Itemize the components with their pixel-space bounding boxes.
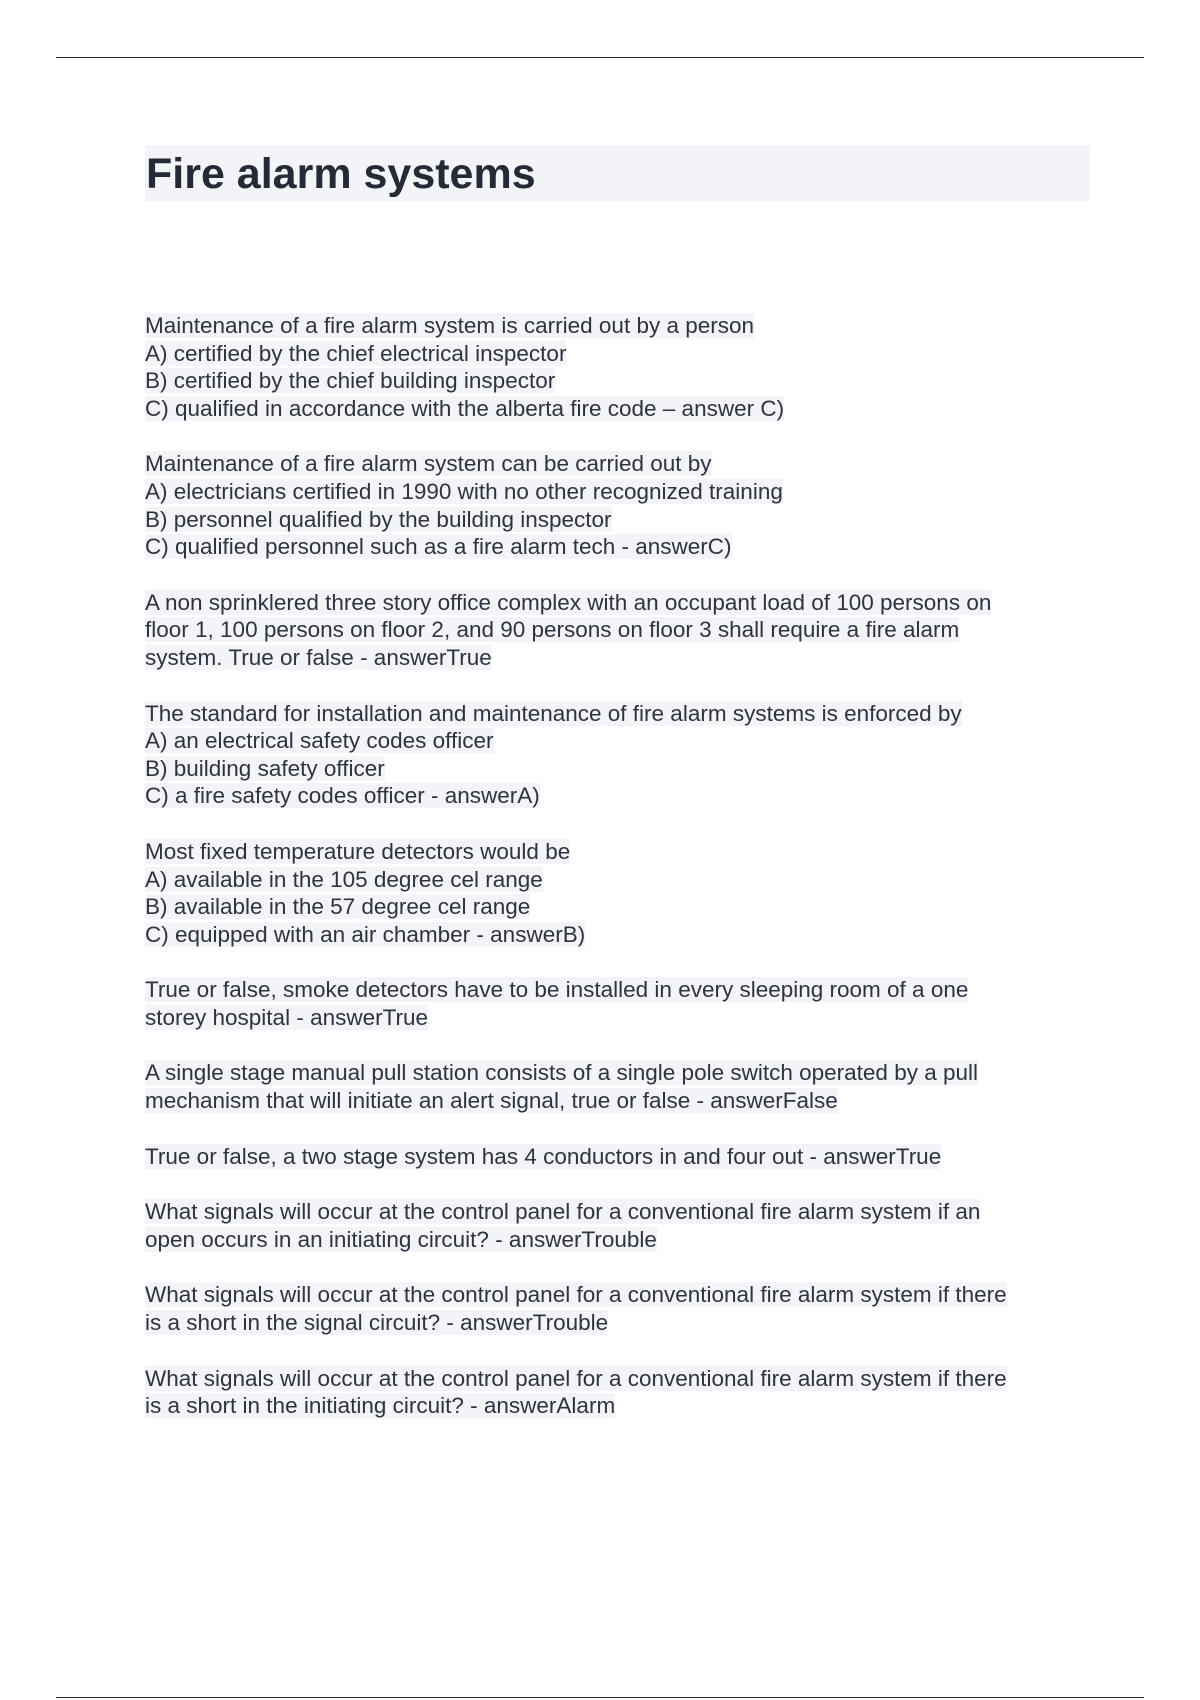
line-text: C) qualified personnel such as a fire alarm tech - answerC) [145, 534, 732, 560]
question-item [145, 1143, 1090, 1171]
question-line [145, 727, 1090, 755]
line-text: A) available in the 105 degree cel range [145, 866, 543, 892]
line-text: A) electricians certified in 1990 with no other recognized training [145, 478, 783, 504]
line-text: C) a fire safety codes officer - answerA) [145, 783, 540, 809]
line-text: Most fixed temperature detectors would be [145, 838, 571, 864]
line-text: A) certified by the chief electrical inspector [145, 340, 567, 366]
question-text [145, 589, 1090, 617]
bottom-rule [56, 1697, 1144, 1698]
question-item [145, 1198, 1090, 1253]
question-line [145, 1226, 1090, 1254]
top-rule [56, 57, 1144, 58]
document-page [145, 145, 1090, 1448]
question-item [145, 589, 1090, 672]
question-line [145, 478, 1090, 506]
question-item [145, 450, 1090, 560]
line-text: True or false, a two stage system has 4 conductors in and four out - answerTrue [145, 1143, 942, 1169]
line-text: is a short in the initiating circuit? - answerAlarm [145, 1393, 616, 1419]
question-text [145, 1198, 1090, 1226]
question-line [145, 1087, 1090, 1115]
question-line [145, 533, 1090, 561]
question-text [145, 1059, 1090, 1087]
line-text: C) equipped with an air chamber - answerB) [145, 921, 586, 947]
line-text: floor 1, 100 persons on floor 2, and 90 persons on floor 3 shall require a fire alarm [145, 617, 960, 643]
question-item [145, 838, 1090, 948]
line-text: What signals will occur at the control panel for a conventional fire alarm system if there [145, 1282, 1007, 1308]
question-line [145, 395, 1090, 423]
question-line [145, 921, 1090, 949]
line-text: Maintenance of a fire alarm system is carried out by a person [145, 313, 755, 338]
question-text [145, 450, 1090, 478]
question-line [145, 1309, 1090, 1337]
question-item [145, 1365, 1090, 1420]
line-text: What signals will occur at the control panel for a conventional fire alarm system if an [145, 1199, 981, 1225]
question-line [145, 755, 1090, 783]
line-text: B) available in the 57 degree cel range [145, 894, 531, 920]
line-text: system. True or false - answerTrue [145, 644, 492, 670]
line-text: B) building safety officer [145, 755, 385, 781]
question-line [145, 616, 1090, 644]
line-text: C) qualified in accordance with the alberta fire code – answer C) [145, 395, 785, 421]
line-text: B) personnel qualified by the building inspector [145, 506, 612, 532]
question-line [145, 893, 1090, 921]
line-text: A non sprinklered three story office complex with an occupant load of 100 persons on [145, 589, 992, 615]
question-text [145, 976, 1090, 1004]
line-text: True or false, smoke detectors have to be installed in every sleeping room of a one [145, 977, 969, 1003]
question-text [145, 1143, 1090, 1171]
question-line [145, 644, 1090, 672]
question-line [145, 782, 1090, 810]
question-line [145, 340, 1090, 368]
question-text [145, 1365, 1090, 1393]
line-text: storey hospital - answerTrue [145, 1004, 429, 1030]
question-text [145, 838, 1090, 866]
line-text: B) certified by the chief building inspector [145, 368, 556, 394]
question-text [145, 1281, 1090, 1309]
question-list [145, 312, 1090, 1420]
line-text: Maintenance of a fire alarm system can be carried out by [145, 451, 712, 477]
question-item [145, 700, 1090, 810]
question-line [145, 506, 1090, 534]
question-item [145, 976, 1090, 1031]
question-text [145, 312, 1090, 340]
question-text [145, 700, 1090, 728]
question-line [145, 1004, 1090, 1032]
question-item [145, 312, 1090, 422]
line-text: is a short in the signal circuit? - answerTrouble [145, 1310, 609, 1336]
document-title: Fire alarm systems [145, 145, 1090, 201]
question-item [145, 1281, 1090, 1336]
line-text: What signals will occur at the control panel for a conventional fire alarm system if there [145, 1365, 1007, 1391]
question-item [145, 1059, 1090, 1114]
line-text: A) an electrical safety codes officer [145, 728, 494, 754]
line-text: A single stage manual pull station consists of a single pole switch operated by a pull [145, 1060, 978, 1086]
line-text: The standard for installation and maintenance of fire alarm systems is enforced by [145, 700, 962, 726]
question-line [145, 1392, 1090, 1420]
question-line [145, 367, 1090, 395]
question-line [145, 866, 1090, 894]
line-text: open occurs in an initiating circuit? - answerTrouble [145, 1226, 657, 1252]
line-text: mechanism that will initiate an alert signal, true or false - answerFalse [145, 1088, 838, 1114]
